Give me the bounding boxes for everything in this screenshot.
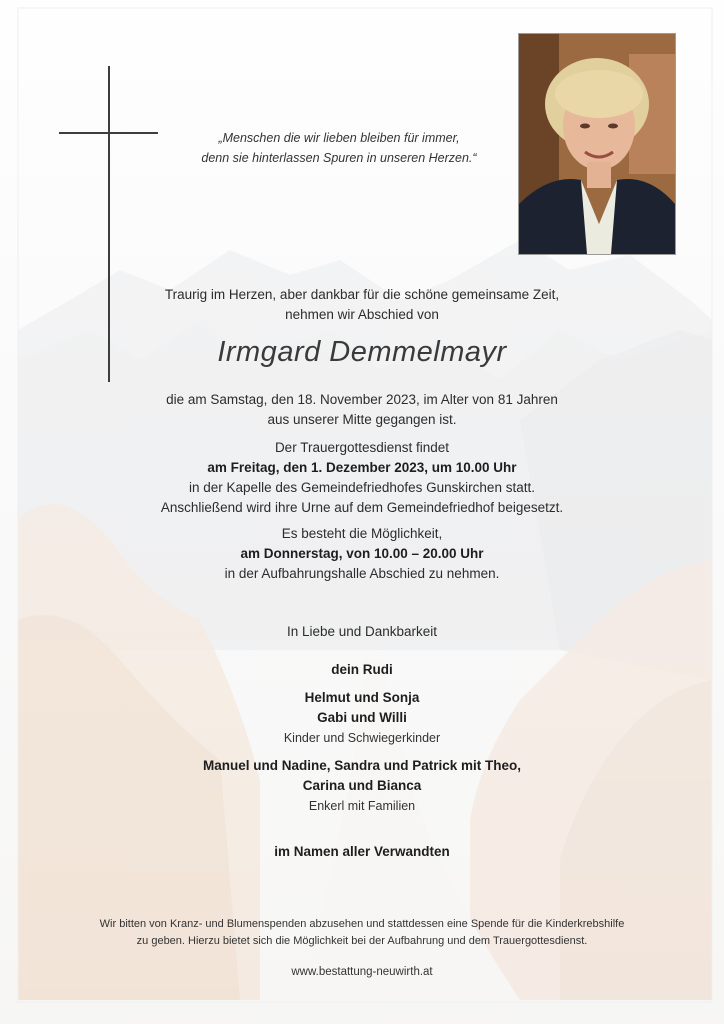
quote-line-1: „Menschen die wir lieben bleiben für immer, xyxy=(218,131,460,145)
viewing-line-1: Es besteht die Möglichkeit, xyxy=(281,526,443,541)
deceased-name: Irmgard Demmelmayr xyxy=(217,336,507,368)
intro-line-2: nehmen wir Abschied von xyxy=(285,307,439,322)
cross-vertical-bar xyxy=(108,66,110,382)
children-line-2: Gabi und Willi xyxy=(317,710,407,725)
children-label: Kinder und Schwiegerkinder xyxy=(283,731,441,745)
donation-line-1: Wir bitten von Kranz- und Blumenspenden abzusehen und stattdessen eine Spende für die Kinderkrebshilfe xyxy=(99,918,625,930)
viewing-info xyxy=(60,524,664,584)
grandchildren-label: Enkerl mit Familien xyxy=(308,799,416,813)
viewing-date: am Donnerstag, von 10.00 – 20.00 Uhr xyxy=(240,546,484,561)
portrait-illustration xyxy=(519,34,675,254)
donation-line-2: zu geben. Hierzu bietet sich die Möglichkeit bei der Aufbahrung und dem Trauergottesdienst. xyxy=(136,935,588,947)
spouse-name: dein Rudi xyxy=(331,662,393,677)
funeral-home-website: www.bestattung-neuwirth.at xyxy=(291,966,433,978)
intro-line-1: Traurig im Herzen, aber dankbar für die schöne gemeinsame Zeit, xyxy=(164,287,560,302)
relatives-line: im Namen aller Verwandten xyxy=(274,844,450,859)
funeral-service-info xyxy=(60,438,664,518)
death-line-1: die am Samstag, den 18. November 2023, im Alter von 81 Jahren xyxy=(166,392,558,407)
viewing-line-3: in der Aufbahrungshalle Abschied zu nehmen. xyxy=(224,566,500,581)
death-line-2: aus unserer Mitte gegangen ist. xyxy=(267,412,457,427)
service-date: am Freitag, den 1. Dezember 2023, um 10.00 Uhr xyxy=(207,460,517,475)
quote-line-2: denn sie hinterlassen Spuren in unseren Herzen.“ xyxy=(201,151,477,165)
service-line-4: Anschließend wird ihre Urne auf dem Gemeindefriedhof beigesetzt. xyxy=(160,500,564,515)
children-line-1: Helmut und Sonja xyxy=(304,690,420,705)
children-block xyxy=(60,688,664,748)
service-line-3: in der Kapelle des Gemeindefriedhofes Gunskirchen statt. xyxy=(189,480,535,495)
mourners-intro: In Liebe und Dankbarkeit xyxy=(286,624,438,639)
service-line-1: Der Trauergottesdienst findet xyxy=(274,440,450,455)
intro-text xyxy=(60,285,664,325)
donation-note xyxy=(40,916,684,950)
grandchildren-block xyxy=(60,756,664,816)
cross-horizontal-bar xyxy=(59,132,158,134)
memorial-quote xyxy=(160,128,518,168)
portrait-photo xyxy=(518,33,676,255)
grandchildren-line-2: Carina und Bianca xyxy=(302,778,422,793)
grandchildren-line-1: Manuel und Nadine, Sandra und Patrick mit Theo, xyxy=(202,758,522,773)
death-info xyxy=(60,390,664,430)
